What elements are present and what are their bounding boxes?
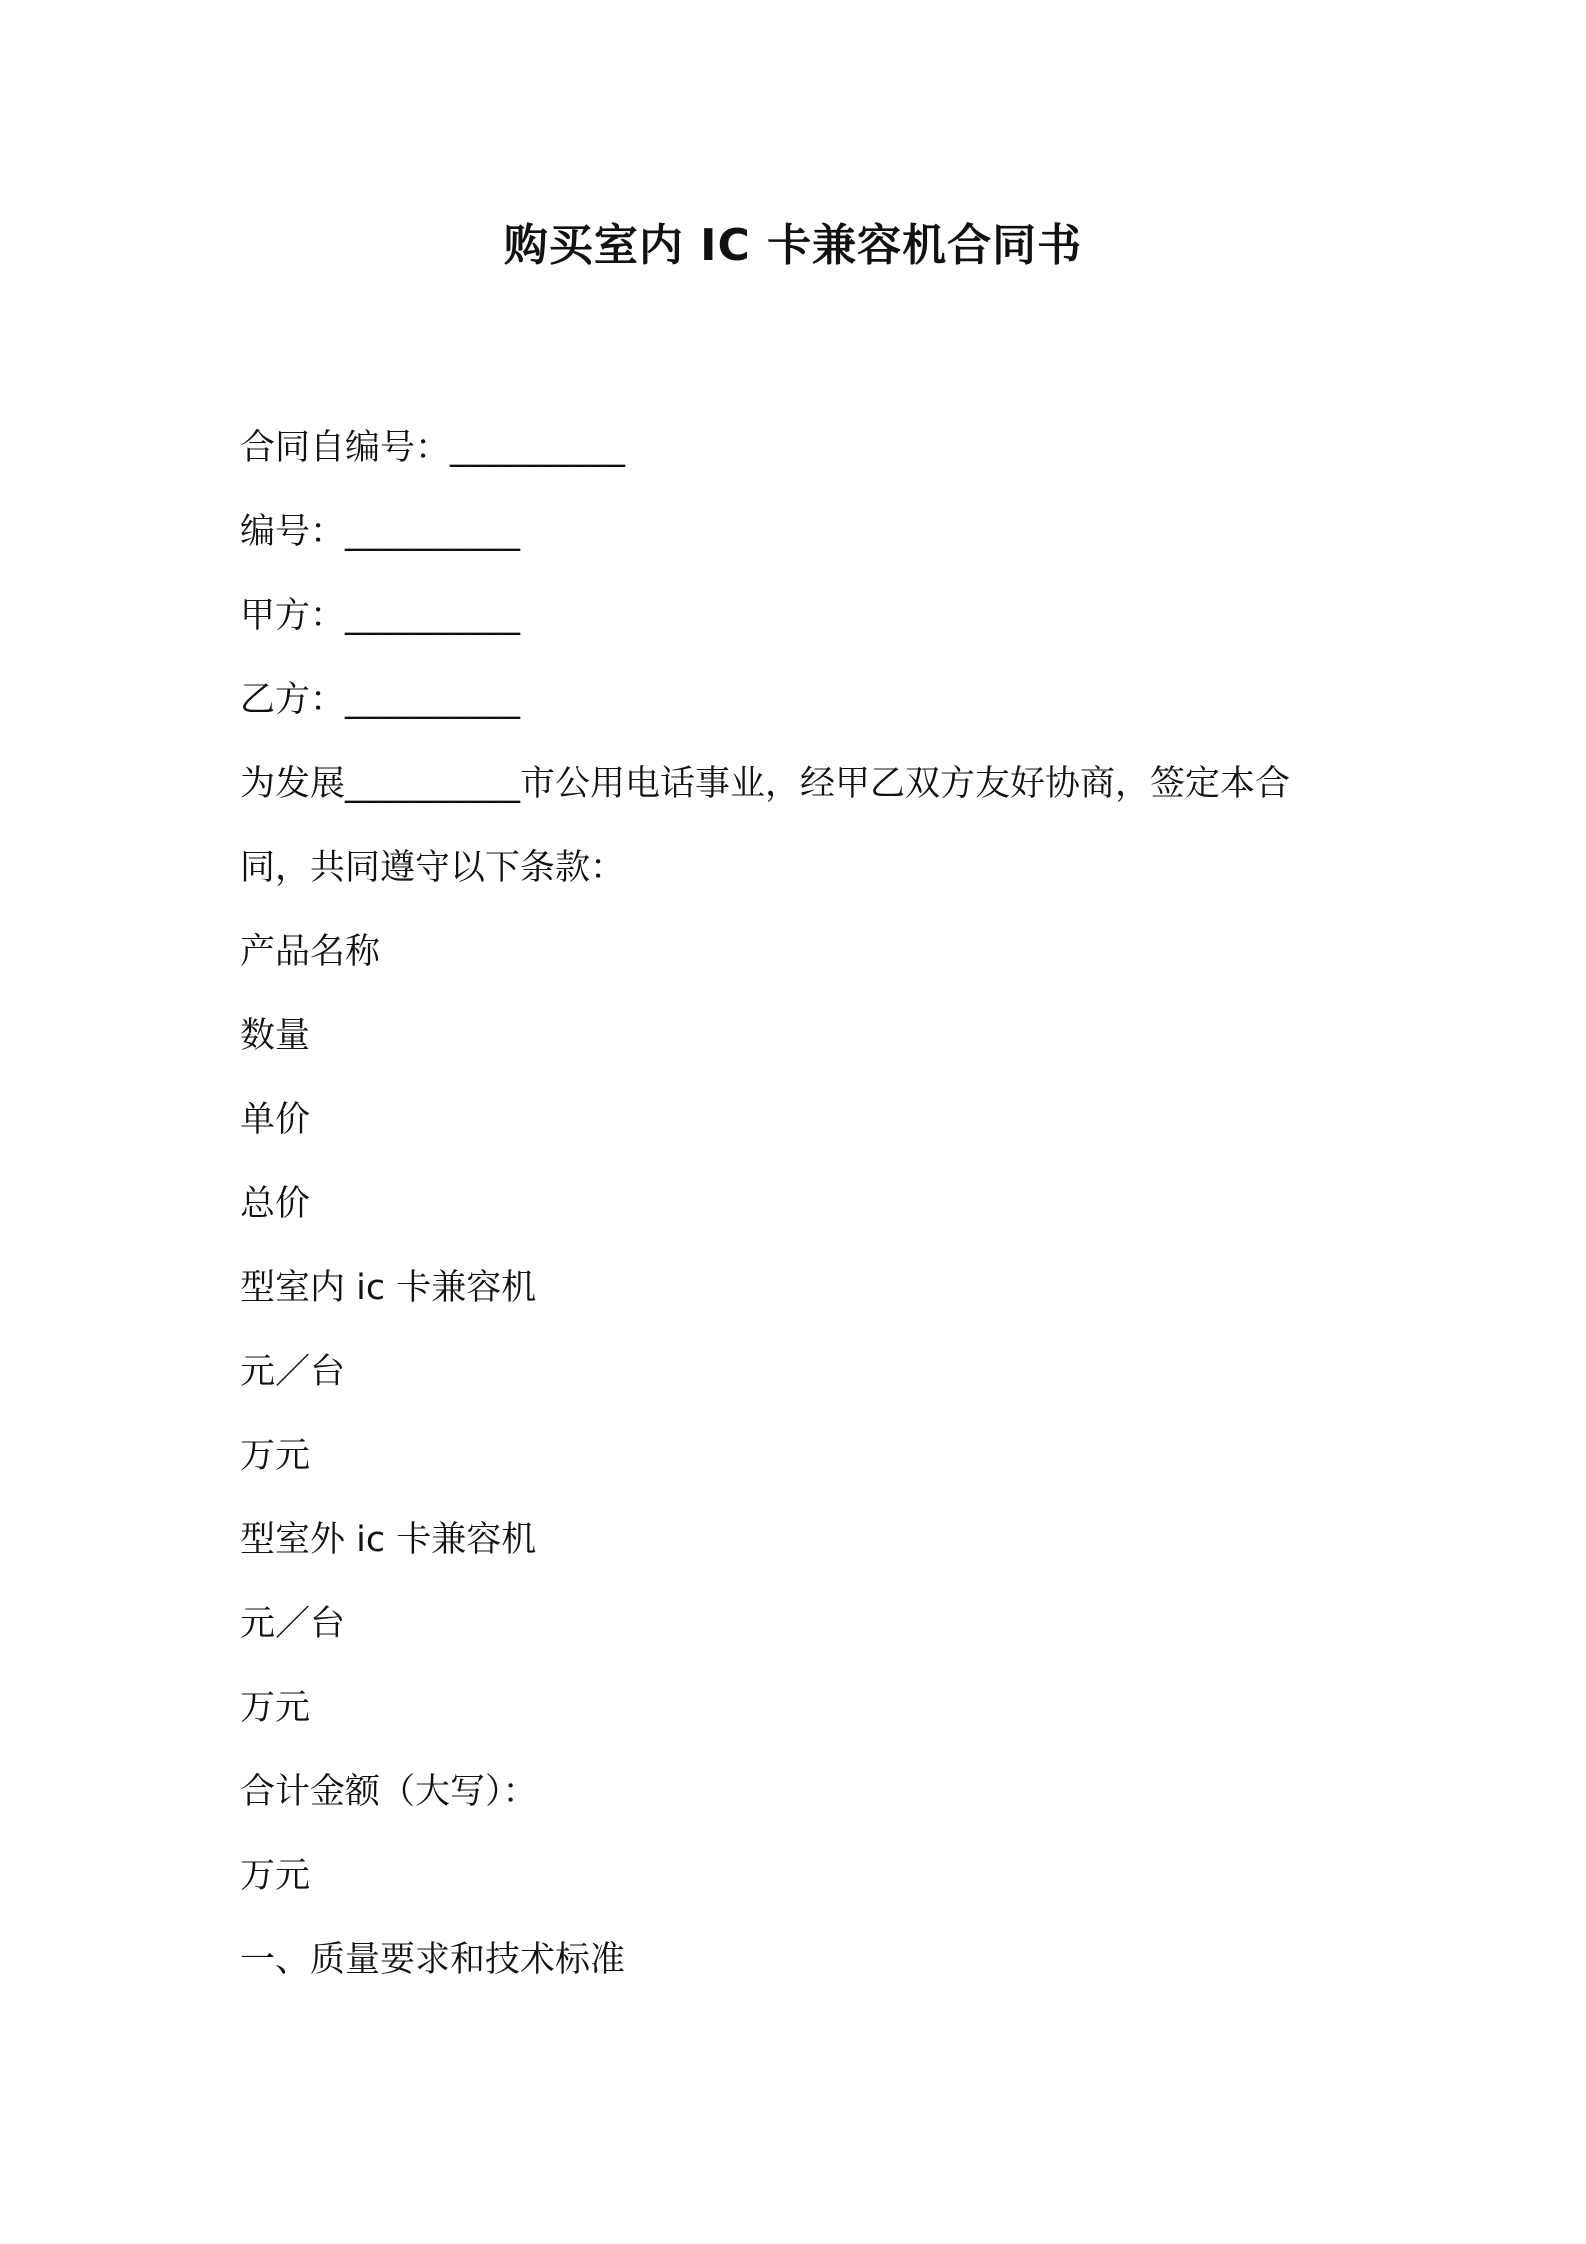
document-body (240, 406, 1360, 2002)
number-line: 编号：__________ (240, 512, 521, 552)
item-outdoor-total: 万元 (240, 1688, 311, 1728)
item-total-amount-label: 合计金额（大写）： (240, 1772, 538, 1812)
item-quantity: 数量 (240, 1016, 311, 1056)
item-indoor-total: 万元 (240, 1436, 311, 1476)
section-heading-quality: 一、质量要求和技术标准 (240, 1940, 626, 1980)
item-total-price: 总价 (240, 1184, 311, 1224)
item-product-name: 产品名称 (240, 932, 381, 972)
intro-line-2: 同，共同遵守以下条款： (240, 848, 626, 888)
item-total-amount-unit: 万元 (240, 1856, 311, 1896)
item-indoor-unit-price: 元／台 (240, 1352, 346, 1392)
item-outdoor-unit-price: 元／台 (240, 1604, 346, 1644)
item-indoor-machine: 型室内 ic 卡兼容机 (240, 1268, 537, 1308)
contract-self-number-line: 合同自编号：__________ (240, 428, 626, 468)
item-outdoor-machine: 型室外 ic 卡兼容机 (240, 1520, 537, 1560)
intro-line-1: 为发展__________市公用电话事业，经甲乙双方友好协商，签定本合 (240, 764, 1291, 804)
party-a-line: 甲方：__________ (240, 596, 521, 636)
party-b-line: 乙方：__________ (240, 680, 521, 720)
item-unit-price: 单价 (240, 1100, 311, 1140)
document-title: 购买室内 IC 卡兼容机合同书 (503, 220, 1083, 271)
